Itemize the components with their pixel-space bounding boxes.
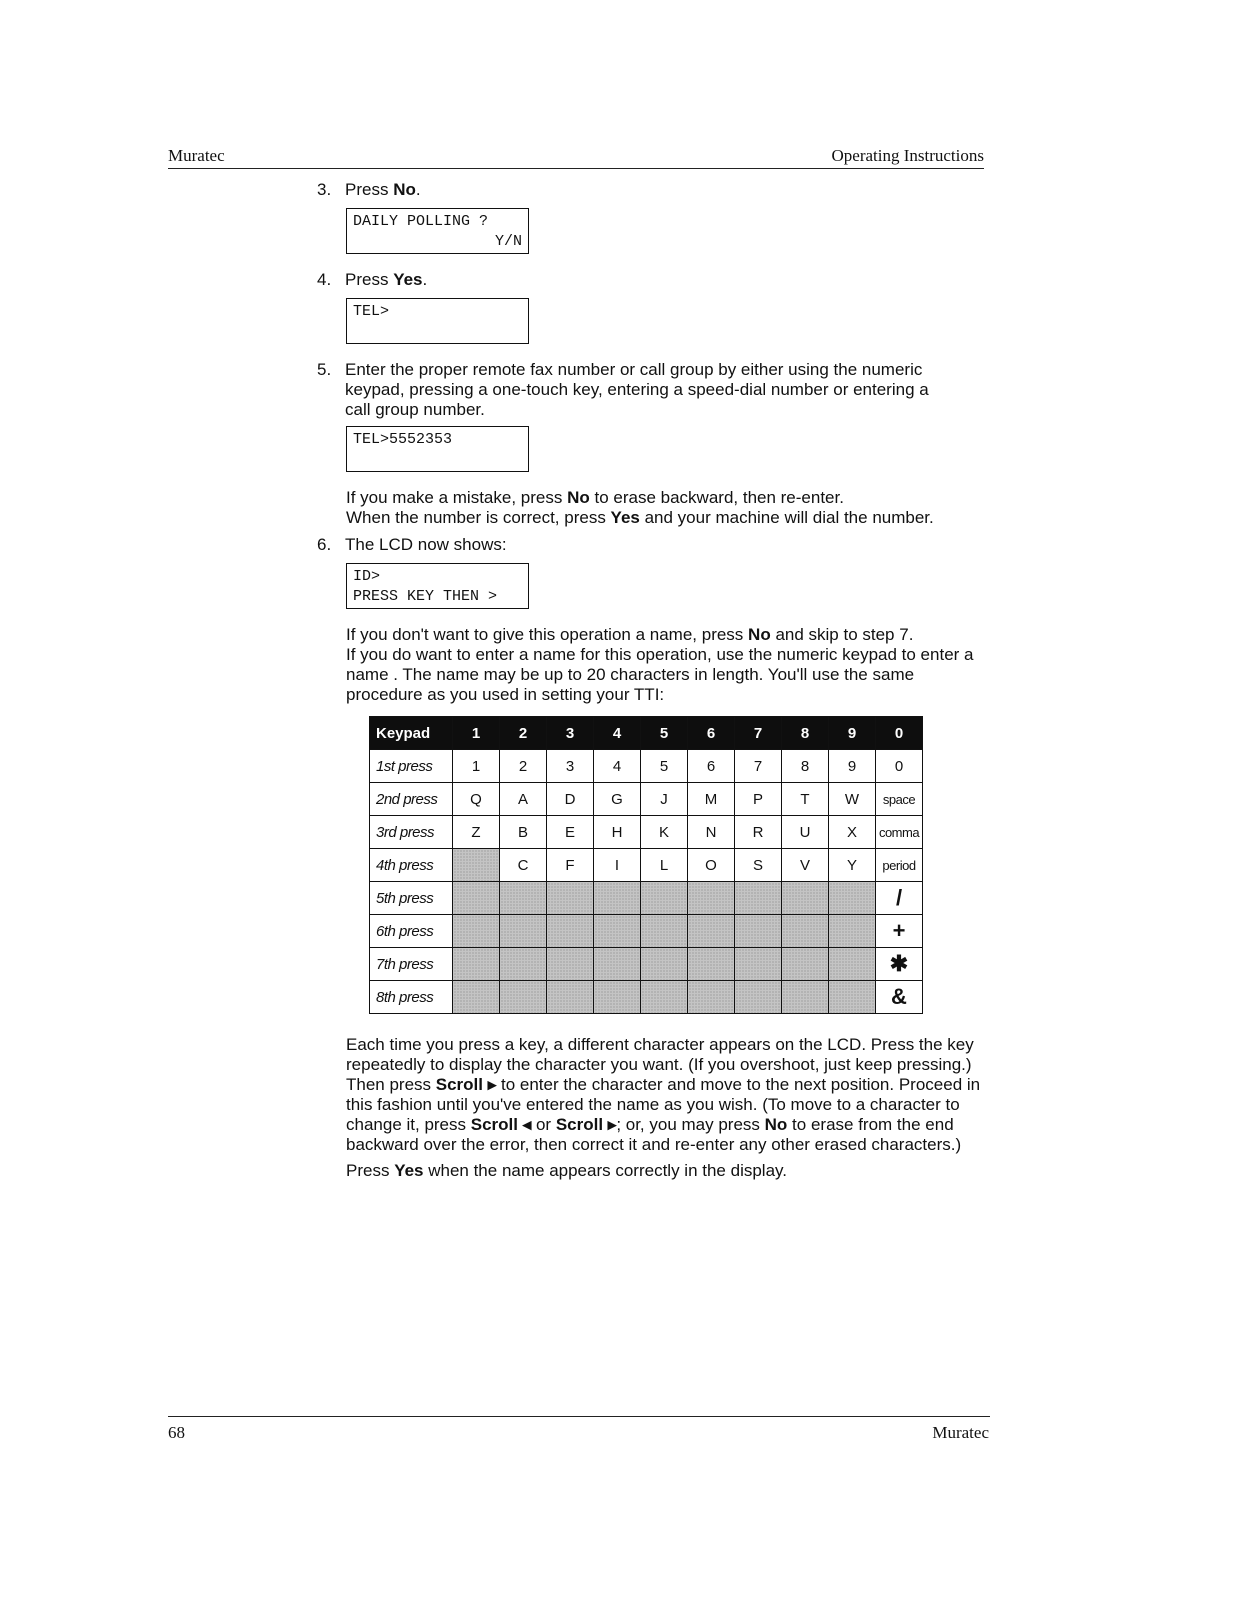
step-number: 6. — [317, 535, 332, 554]
empty-shaded-cell — [829, 882, 876, 915]
keypad-character-table — [369, 716, 923, 1014]
character-cell: 9 — [829, 750, 876, 783]
row-label: 8th press — [370, 981, 453, 1014]
character-cell: A — [500, 783, 547, 816]
table-corner-header: Keypad — [370, 717, 453, 750]
empty-shaded-cell — [688, 981, 735, 1014]
empty-shaded-cell — [688, 948, 735, 981]
table-row — [370, 981, 923, 1014]
character-cell: M — [688, 783, 735, 816]
empty-shaded-cell — [735, 882, 782, 915]
step-text: The LCD now shows: — [345, 535, 507, 554]
character-cell: D — [547, 783, 594, 816]
empty-shaded-cell — [688, 882, 735, 915]
key-scroll-right: Scroll ▸ — [435, 1075, 497, 1094]
empty-shaded-cell — [500, 882, 547, 915]
text: or — [531, 1115, 556, 1134]
header-brand: Muratec — [168, 146, 225, 165]
character-cell: 4 — [594, 750, 641, 783]
key-no: No — [748, 625, 771, 644]
empty-shaded-cell — [453, 948, 500, 981]
empty-shaded-cell — [500, 981, 547, 1014]
character-cell: K — [641, 816, 688, 849]
empty-shaded-cell — [453, 882, 500, 915]
character-cell: F — [547, 849, 594, 882]
empty-shaded-cell — [641, 948, 688, 981]
column-header-key: 5 — [641, 717, 688, 750]
lcd-line-1: TEL>5552353 — [353, 431, 453, 448]
lcd-display-daily-polling — [346, 208, 529, 254]
character-cell: S — [735, 849, 782, 882]
column-header-key: 4 — [594, 717, 641, 750]
step-number: 5. — [317, 360, 332, 379]
step-text: Press — [345, 180, 394, 199]
empty-shaded-cell — [547, 882, 594, 915]
empty-shaded-cell — [547, 981, 594, 1014]
lcd-line-1: ID> — [353, 568, 381, 585]
footer-brand: Muratec — [932, 1423, 989, 1442]
empty-shaded-cell — [782, 981, 829, 1014]
character-cell: 7 — [735, 750, 782, 783]
step-3 — [317, 180, 421, 200]
character-cell: U — [782, 816, 829, 849]
character-cell: R — [735, 816, 782, 849]
character-cell: X — [829, 816, 876, 849]
paragraph-mistake — [346, 488, 994, 528]
key-no: No — [567, 488, 590, 507]
empty-shaded-cell — [641, 915, 688, 948]
lcd-display-tel-number — [346, 426, 529, 472]
character-cell: ✱ — [876, 948, 923, 981]
text: to erase backward, then re-enter. — [589, 488, 844, 507]
column-header-key: 1 — [453, 717, 500, 750]
character-cell: 5 — [641, 750, 688, 783]
row-label: 3rd press — [370, 816, 453, 849]
character-cell: G — [594, 783, 641, 816]
empty-shaded-cell — [735, 915, 782, 948]
character-cell: 6 — [688, 750, 735, 783]
row-label: 5th press — [370, 882, 453, 915]
footer-rule — [168, 1416, 990, 1417]
character-cell: J — [641, 783, 688, 816]
empty-shaded-cell — [453, 849, 500, 882]
header-rule — [168, 168, 984, 169]
character-cell: B — [500, 816, 547, 849]
column-header-key: 8 — [782, 717, 829, 750]
empty-shaded-cell — [547, 948, 594, 981]
empty-shaded-cell — [594, 948, 641, 981]
lcd-line-2: Y/N — [494, 233, 522, 250]
empty-shaded-cell — [641, 981, 688, 1014]
character-cell: O — [688, 849, 735, 882]
step-5 — [317, 360, 967, 420]
text: Press — [346, 1161, 395, 1180]
key-no: No — [393, 180, 416, 199]
text: When the number is correct, press — [346, 508, 611, 527]
character-cell: I — [594, 849, 641, 882]
column-header-key: 2 — [500, 717, 547, 750]
key-yes: Yes — [393, 270, 423, 289]
table-row — [370, 948, 923, 981]
key-scroll-right: Scroll ▸ — [555, 1115, 617, 1134]
character-cell: C — [500, 849, 547, 882]
empty-shaded-cell — [453, 981, 500, 1014]
text: and skip to step 7. — [770, 625, 914, 644]
text: to erase from the end backward over the error, then correct it and re-enter any other erased characters.) — [346, 1115, 962, 1154]
table-row — [370, 915, 923, 948]
paragraph-line — [346, 488, 994, 508]
empty-shaded-cell — [782, 948, 829, 981]
character-cell: + — [876, 915, 923, 948]
empty-shaded-cell — [547, 915, 594, 948]
text: ; or, you may press — [616, 1115, 765, 1134]
row-label: 6th press — [370, 915, 453, 948]
character-cell: 8 — [782, 750, 829, 783]
empty-shaded-cell — [594, 882, 641, 915]
text: when the name appears correctly in the display. — [423, 1161, 787, 1180]
text: If you don't want to give this operation a name, press — [346, 625, 749, 644]
character-cell: 3 — [547, 750, 594, 783]
character-cell: H — [594, 816, 641, 849]
empty-shaded-cell — [782, 915, 829, 948]
empty-shaded-cell — [453, 915, 500, 948]
step-number: 4. — [317, 270, 332, 289]
lcd-display-tel — [346, 298, 529, 344]
character-cell: E — [547, 816, 594, 849]
character-cell: 2 — [500, 750, 547, 783]
text: If you make a mistake, press — [346, 488, 568, 507]
row-label: 7th press — [370, 948, 453, 981]
empty-shaded-cell — [735, 981, 782, 1014]
empty-shaded-cell — [500, 948, 547, 981]
lcd-display-id — [346, 563, 529, 609]
paragraph-line: If you do want to enter a name for this operation, use the numeric keypad to enter a name . The name may be up to 20 characters in length. You'll use the same procedure as you used in setting your TTI: — [346, 645, 974, 704]
table-row — [370, 783, 923, 816]
empty-shaded-cell — [829, 948, 876, 981]
character-cell: 0 — [876, 750, 923, 783]
empty-shaded-cell — [829, 915, 876, 948]
key-yes: Yes — [394, 1161, 424, 1180]
text: Each time you press a key, a different character appears on the LCD. Press the key repeatedly to display the character you want. (If you overshoot, just keep pressing.) Then press — [346, 1035, 974, 1094]
empty-shaded-cell — [829, 981, 876, 1014]
column-header-key: 9 — [829, 717, 876, 750]
row-label: 1st press — [370, 750, 453, 783]
column-header-key: 7 — [735, 717, 782, 750]
paragraph-each-time — [346, 1035, 994, 1155]
character-cell: space — [876, 783, 923, 816]
lcd-line-1: TEL> — [353, 303, 390, 320]
character-cell: W — [829, 783, 876, 816]
paragraph-line — [346, 625, 994, 645]
character-cell: Z — [453, 816, 500, 849]
page-number: 68 — [168, 1423, 185, 1442]
key-scroll-left: Scroll ◂ — [470, 1115, 532, 1134]
paragraph-line — [346, 508, 994, 528]
step-number: 3. — [317, 180, 332, 199]
step-6 — [317, 535, 507, 555]
key-no: No — [764, 1115, 788, 1134]
character-cell: T — [782, 783, 829, 816]
empty-shaded-cell — [594, 915, 641, 948]
table-body — [370, 750, 923, 1014]
table-row — [370, 849, 923, 882]
column-header-key: 0 — [876, 717, 923, 750]
empty-shaded-cell — [500, 915, 547, 948]
header-section-title: Operating Instructions — [831, 146, 984, 165]
character-cell: period — [876, 849, 923, 882]
step-text: Press — [345, 270, 394, 289]
empty-shaded-cell — [688, 915, 735, 948]
text: to enter the character and move to the next position. Proceed in this fashion until you've entered the name as you wish. (To move to a character to change it, press — [346, 1075, 981, 1134]
column-header-key: 6 — [688, 717, 735, 750]
step-4 — [317, 270, 427, 290]
step-text: Enter the proper remote fax number or call group by either using the numeric keypad, pressing a one-touch key, entering a speed-dial number or entering a call group number. — [345, 360, 929, 419]
character-cell: N — [688, 816, 735, 849]
row-label: 4th press — [370, 849, 453, 882]
empty-shaded-cell — [594, 981, 641, 1014]
character-cell: Y — [829, 849, 876, 882]
character-cell: P — [735, 783, 782, 816]
paragraph-name-entry — [346, 625, 994, 705]
step-text-end: . — [415, 180, 421, 199]
character-cell: & — [876, 981, 923, 1014]
character-cell: comma — [876, 816, 923, 849]
table-row — [370, 816, 923, 849]
table-row — [370, 750, 923, 783]
lcd-line-2: PRESS KEY THEN > — [353, 588, 498, 605]
step-text-end: . — [422, 270, 428, 289]
paragraph-final — [346, 1161, 994, 1181]
row-label: 2nd press — [370, 783, 453, 816]
table-row — [370, 882, 923, 915]
empty-shaded-cell — [735, 948, 782, 981]
character-cell: L — [641, 849, 688, 882]
character-cell: Q — [453, 783, 500, 816]
text: and your machine will dial the number. — [639, 508, 934, 527]
character-cell: 1 — [453, 750, 500, 783]
column-header-key: 3 — [547, 717, 594, 750]
character-cell: V — [782, 849, 829, 882]
character-cell: / — [876, 882, 923, 915]
lcd-line-1: DAILY POLLING ? — [353, 213, 489, 230]
empty-shaded-cell — [782, 882, 829, 915]
key-yes: Yes — [610, 508, 640, 527]
table-header-row — [370, 717, 923, 750]
empty-shaded-cell — [641, 882, 688, 915]
